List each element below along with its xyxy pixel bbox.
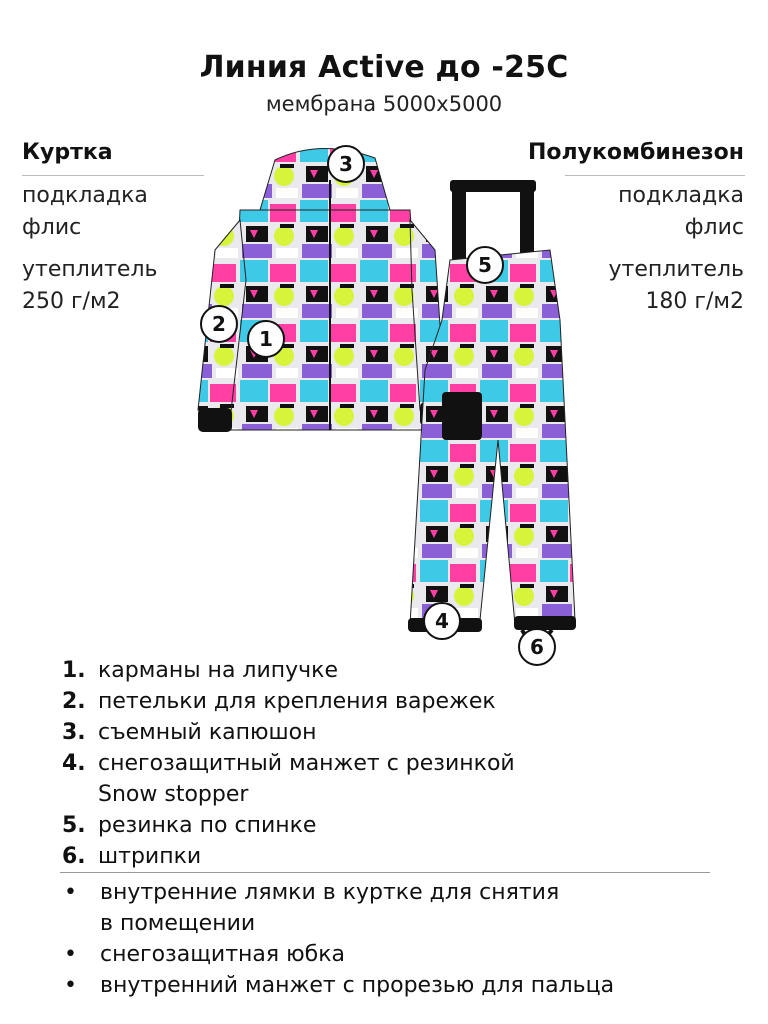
list-item xyxy=(62,779,742,810)
list-text: резинка по спинке xyxy=(98,813,317,838)
list-item xyxy=(62,717,742,748)
list-divider xyxy=(60,872,710,873)
jacket-image xyxy=(198,148,448,432)
page-subtitle: мембрана 5000х5000 xyxy=(265,92,503,116)
list-number: 6. xyxy=(62,844,86,869)
list-text: снегозащитная юбка xyxy=(100,942,345,967)
page-title: Линия Active до -25С xyxy=(199,50,569,85)
marker-badge-2: 2 xyxy=(200,305,238,343)
list-item xyxy=(62,748,742,779)
jacket-heading: Куртка xyxy=(22,140,113,165)
overalls-lining-value: флис xyxy=(684,215,744,240)
list-item xyxy=(62,939,742,970)
jacket-lining-label: подкладка xyxy=(22,183,148,208)
list-item xyxy=(62,908,742,939)
jacket-lining-value: флис xyxy=(22,215,82,240)
marker-badge-6: 6 xyxy=(518,628,556,666)
overalls-heading: Полукомбинезон xyxy=(527,140,744,165)
product-illustration xyxy=(180,140,600,660)
features-list xyxy=(62,655,742,872)
bullet-icon: • xyxy=(64,973,77,998)
marker-badge-1: 1 xyxy=(247,320,285,358)
list-text: штрипки xyxy=(98,844,202,869)
list-text: в помещении xyxy=(100,911,256,936)
list-text: внутренние лямки в куртке для снятия xyxy=(100,880,560,905)
overalls-lining-label: подкладка xyxy=(618,183,744,208)
list-text: съемный капюшон xyxy=(98,720,317,745)
list-text: Snow stopper xyxy=(98,782,249,807)
list-number: 3. xyxy=(62,720,86,745)
list-number xyxy=(62,779,98,810)
list-text: снегозащитный манжет с резинкой xyxy=(98,751,515,776)
list-text: внутренний манжет с прорезью для пальца xyxy=(100,973,615,998)
list-item xyxy=(62,841,742,872)
jacket-insulation-value: 250 г/м2 xyxy=(22,289,121,314)
list-item xyxy=(62,810,742,841)
list-item xyxy=(62,686,742,717)
extras-list xyxy=(62,877,742,1001)
bullet-icon: • xyxy=(64,880,77,905)
jacket-divider xyxy=(22,175,204,176)
marker-badge-4: 4 xyxy=(423,602,461,640)
overalls-insulation-label: утеплитель xyxy=(608,257,744,282)
overalls-insulation-value: 180 г/м2 xyxy=(645,289,744,314)
bullet-icon: • xyxy=(64,942,77,967)
list-item xyxy=(62,970,742,1001)
list-text: петельки для крепления варежек xyxy=(98,689,496,714)
list-item xyxy=(62,877,742,908)
bullet-icon xyxy=(62,908,100,939)
list-number: 4. xyxy=(62,751,86,776)
list-text: карманы на липучке xyxy=(98,658,339,683)
jacket-insulation-label: утеплитель xyxy=(22,257,158,282)
list-number: 2. xyxy=(62,689,86,714)
marker-badge-3: 3 xyxy=(327,145,365,183)
list-number: 5. xyxy=(62,813,86,838)
list-number: 1. xyxy=(62,658,86,683)
marker-badge-5: 5 xyxy=(466,246,504,284)
list-item xyxy=(62,655,742,686)
